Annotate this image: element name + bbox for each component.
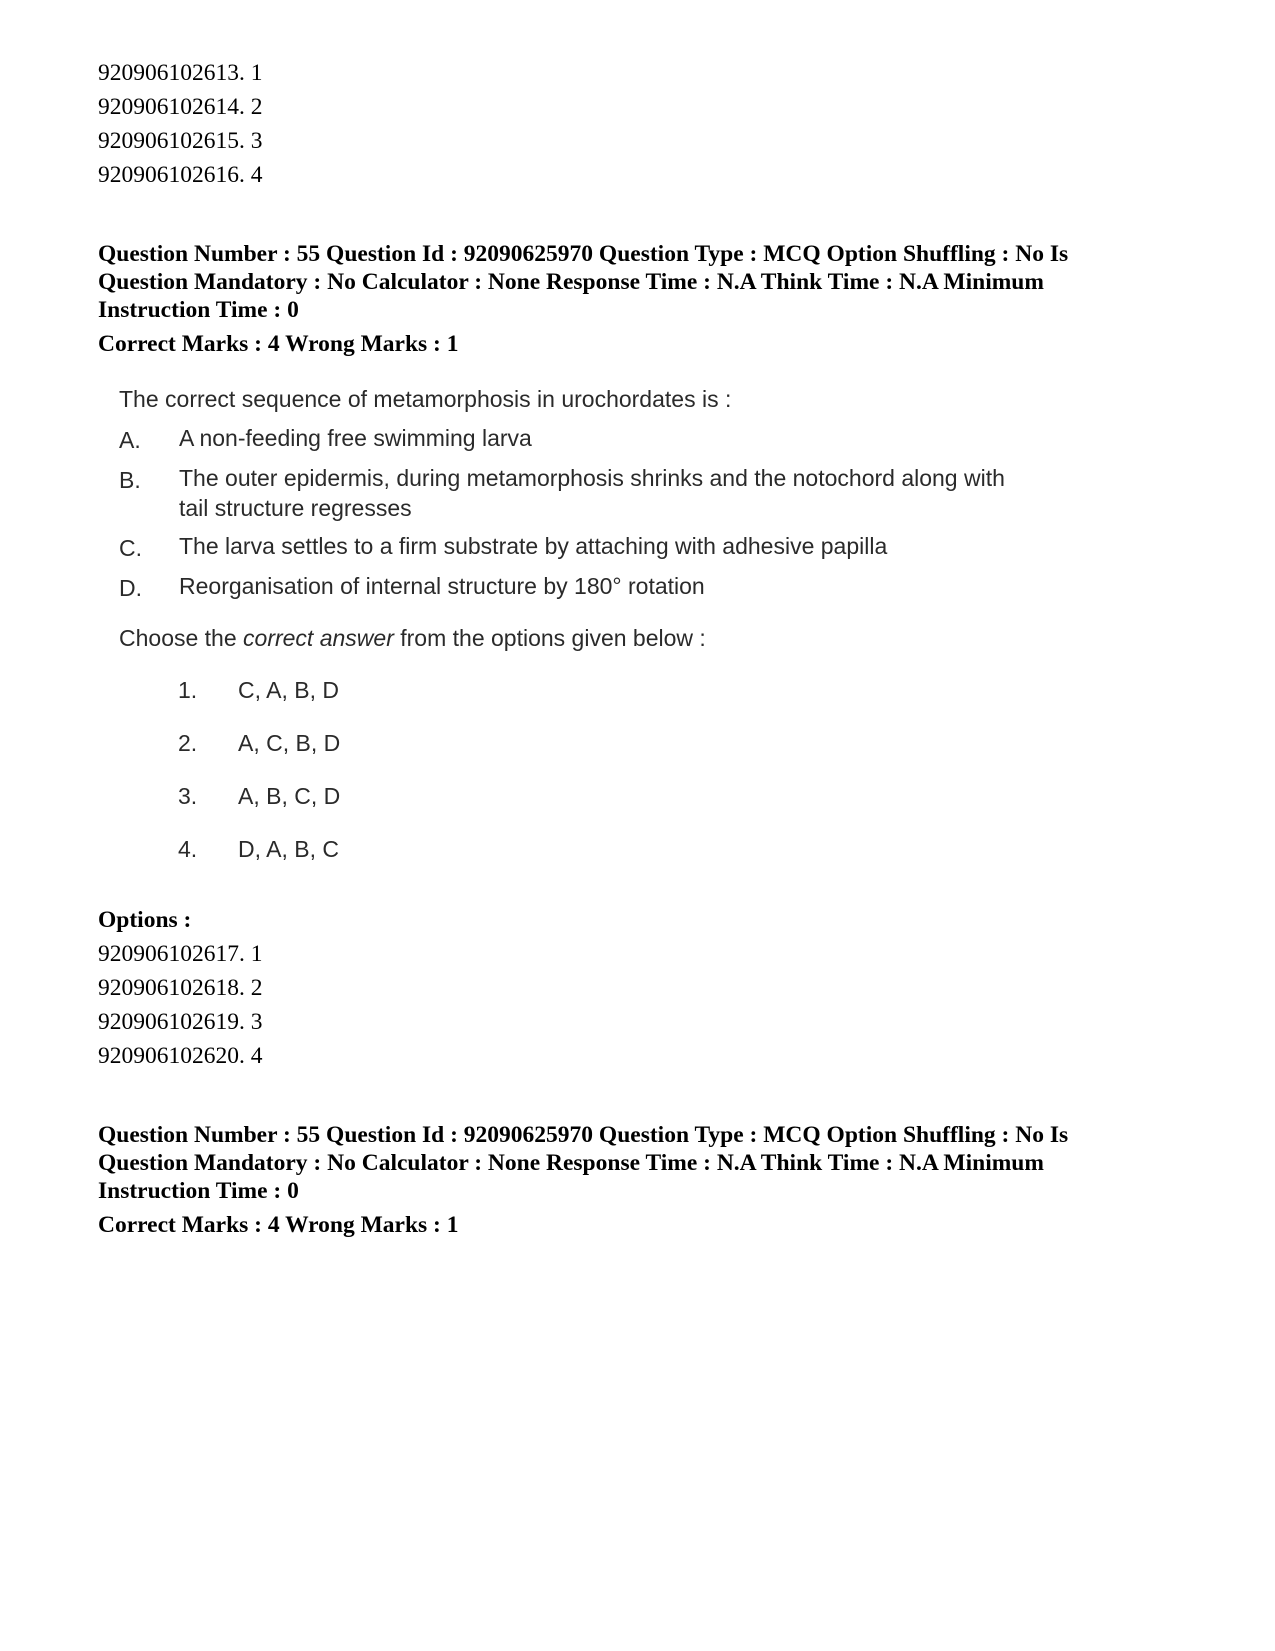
question-header-line: Question Number : 55 Question Id : 92090625970 Question Type : MCQ Option Shuffling : No Is [98, 1122, 1069, 1148]
options-label: Options : [98, 907, 192, 933]
statement-letter: C. [119, 535, 142, 561]
statement-text: The larva settles to a firm substrate by attaching with adhesive papilla [179, 533, 888, 559]
marks-line: Correct Marks : 4 Wrong Marks : 1 [98, 1212, 459, 1238]
choice-number: 4. [178, 836, 198, 862]
choice-text: C, A, B, D [238, 677, 339, 703]
choice-text: A, B, C, D [238, 783, 341, 809]
statement-letter: B. [119, 467, 141, 493]
choose-emphasis: correct answer [243, 625, 394, 651]
statement-text: The outer epidermis, during metamorphosis shrinks and the notochord along with tail structure regresses [179, 465, 1005, 521]
statement-text: Reorganisation of internal structure by 180° rotation [179, 573, 705, 599]
statement-letter: A. [119, 427, 141, 453]
statement-letter: D. [119, 575, 142, 601]
option-line: 920906102613. 1 [98, 60, 263, 86]
question-header [98, 240, 1178, 324]
option-line: 920906102616. 4 [98, 162, 263, 188]
marks-line: Correct Marks : 4 Wrong Marks : 1 [98, 331, 459, 357]
option-line: 920906102617. 1 [98, 941, 263, 967]
option-line: 920906102619. 3 [98, 1009, 263, 1035]
choice-text: D, A, B, C [238, 836, 339, 862]
choice-number: 3. [178, 783, 198, 809]
question-header-line: Question Number : 55 Question Id : 92090625970 Question Type : MCQ Option Shuffling : No Is [98, 241, 1069, 267]
choose-prefix: Choose the [119, 625, 244, 651]
choose-suffix: from the options given below : [393, 625, 706, 651]
question-header-line: Question Mandatory : No Calculator : None Response Time : N.A Think Time : N.A Minimum [98, 269, 1044, 295]
question-header [98, 1121, 1178, 1205]
choice-text: A, C, B, D [238, 730, 341, 756]
option-line: 920906102618. 2 [98, 975, 263, 1001]
question-header-line: Question Mandatory : No Calculator : None Response Time : N.A Think Time : N.A Minimum [98, 1150, 1044, 1176]
option-line: 920906102615. 3 [98, 128, 263, 154]
option-line: 920906102620. 4 [98, 1043, 263, 1069]
question-header-line: Instruction Time : 0 [98, 1178, 299, 1204]
statement-text: A non-feeding free swimming larva [179, 425, 532, 451]
question-stem: The correct sequence of metamorphosis in urochordates is : [119, 386, 732, 412]
choice-number: 2. [178, 730, 198, 756]
question-header-line: Instruction Time : 0 [98, 297, 299, 323]
option-line: 920906102614. 2 [98, 94, 263, 120]
choice-number: 1. [178, 677, 198, 703]
choose-instruction [119, 625, 706, 652]
